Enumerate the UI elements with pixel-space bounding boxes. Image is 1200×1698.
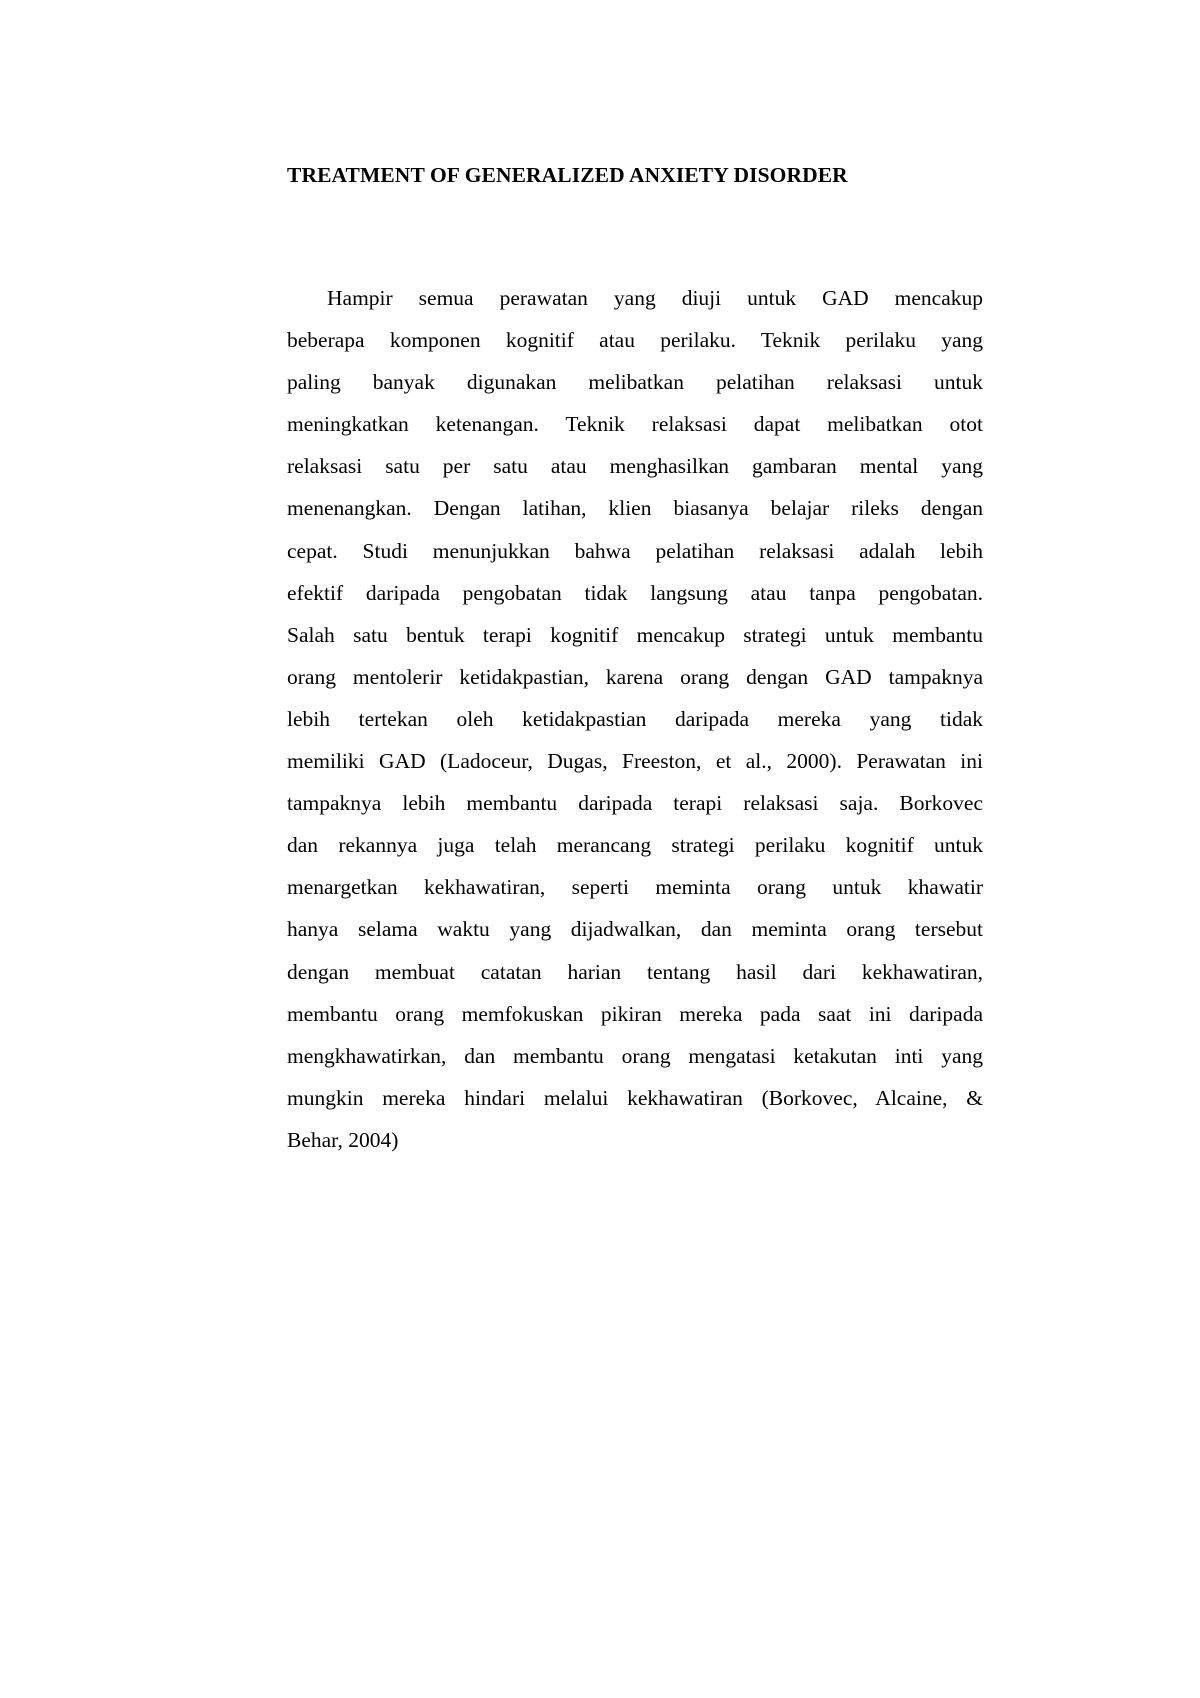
paragraph-line: Salah satu bentuk terapi kognitif mencakup strategi untuk membantu bbox=[287, 622, 983, 647]
body-paragraph bbox=[287, 281, 983, 1165]
paragraph-line: dan rekannya juga telah merancang strategi perilaku kognitif untuk bbox=[287, 833, 983, 858]
paragraph-line: dengan membuat catatan harian tentang hasil dari kekhawatiran, bbox=[287, 959, 983, 984]
paragraph-line: efektif daripada pengobatan tidak langsung atau tanpa pengobatan. bbox=[287, 580, 983, 605]
paragraph-line: mengkhawatirkan, dan membantu orang mengatasi ketakutan inti yang bbox=[287, 1043, 983, 1068]
paragraph-line: cepat. Studi menunjukkan bahwa pelatihan relaksasi adalah lebih bbox=[287, 538, 983, 563]
paragraph-line: orang mentolerir ketidakpastian, karena orang dengan GAD tampaknya bbox=[287, 664, 983, 689]
paragraph-line: Behar, 2004) bbox=[287, 1127, 399, 1152]
paragraph-line: memiliki GAD (Ladoceur, Dugas, Freeston, et al., 2000). Perawatan ini bbox=[287, 749, 983, 774]
paragraph-line: lebih tertekan oleh ketidakpastian daripada mereka yang tidak bbox=[287, 706, 983, 731]
document-title: TREATMENT OF GENERALIZED ANXIETY DISORDER bbox=[287, 163, 848, 187]
paragraph-line: menargetkan kekhawatiran, seperti meminta orang untuk khawatir bbox=[287, 875, 983, 900]
paragraph-line: paling banyak digunakan melibatkan pelatihan relaksasi untuk bbox=[287, 370, 983, 395]
paragraph-line: meningkatkan ketenangan. Teknik relaksasi dapat melibatkan otot bbox=[287, 412, 983, 437]
paragraph-line: tampaknya lebih membantu daripada terapi relaksasi saja. Borkovec bbox=[287, 791, 983, 816]
paragraph-line: membantu orang memfokuskan pikiran mereka pada saat ini daripada bbox=[287, 1001, 983, 1026]
paragraph-line: beberapa komponen kognitif atau perilaku. Teknik perilaku yang bbox=[287, 328, 983, 353]
paragraph-line: Hampir semua perawatan yang diuji untuk GAD mencakup bbox=[327, 286, 983, 310]
paragraph-line: relaksasi satu per satu atau menghasilkan gambaran mental yang bbox=[287, 454, 983, 479]
paragraph-line: mungkin mereka hindari melalui kekhawatiran (Borkovec, Alcaine, & bbox=[287, 1085, 983, 1110]
paragraph-line: hanya selama waktu yang dijadwalkan, dan meminta orang tersebut bbox=[287, 917, 983, 942]
paragraph-line: menenangkan. Dengan latihan, klien biasanya belajar rileks dengan bbox=[287, 496, 983, 521]
